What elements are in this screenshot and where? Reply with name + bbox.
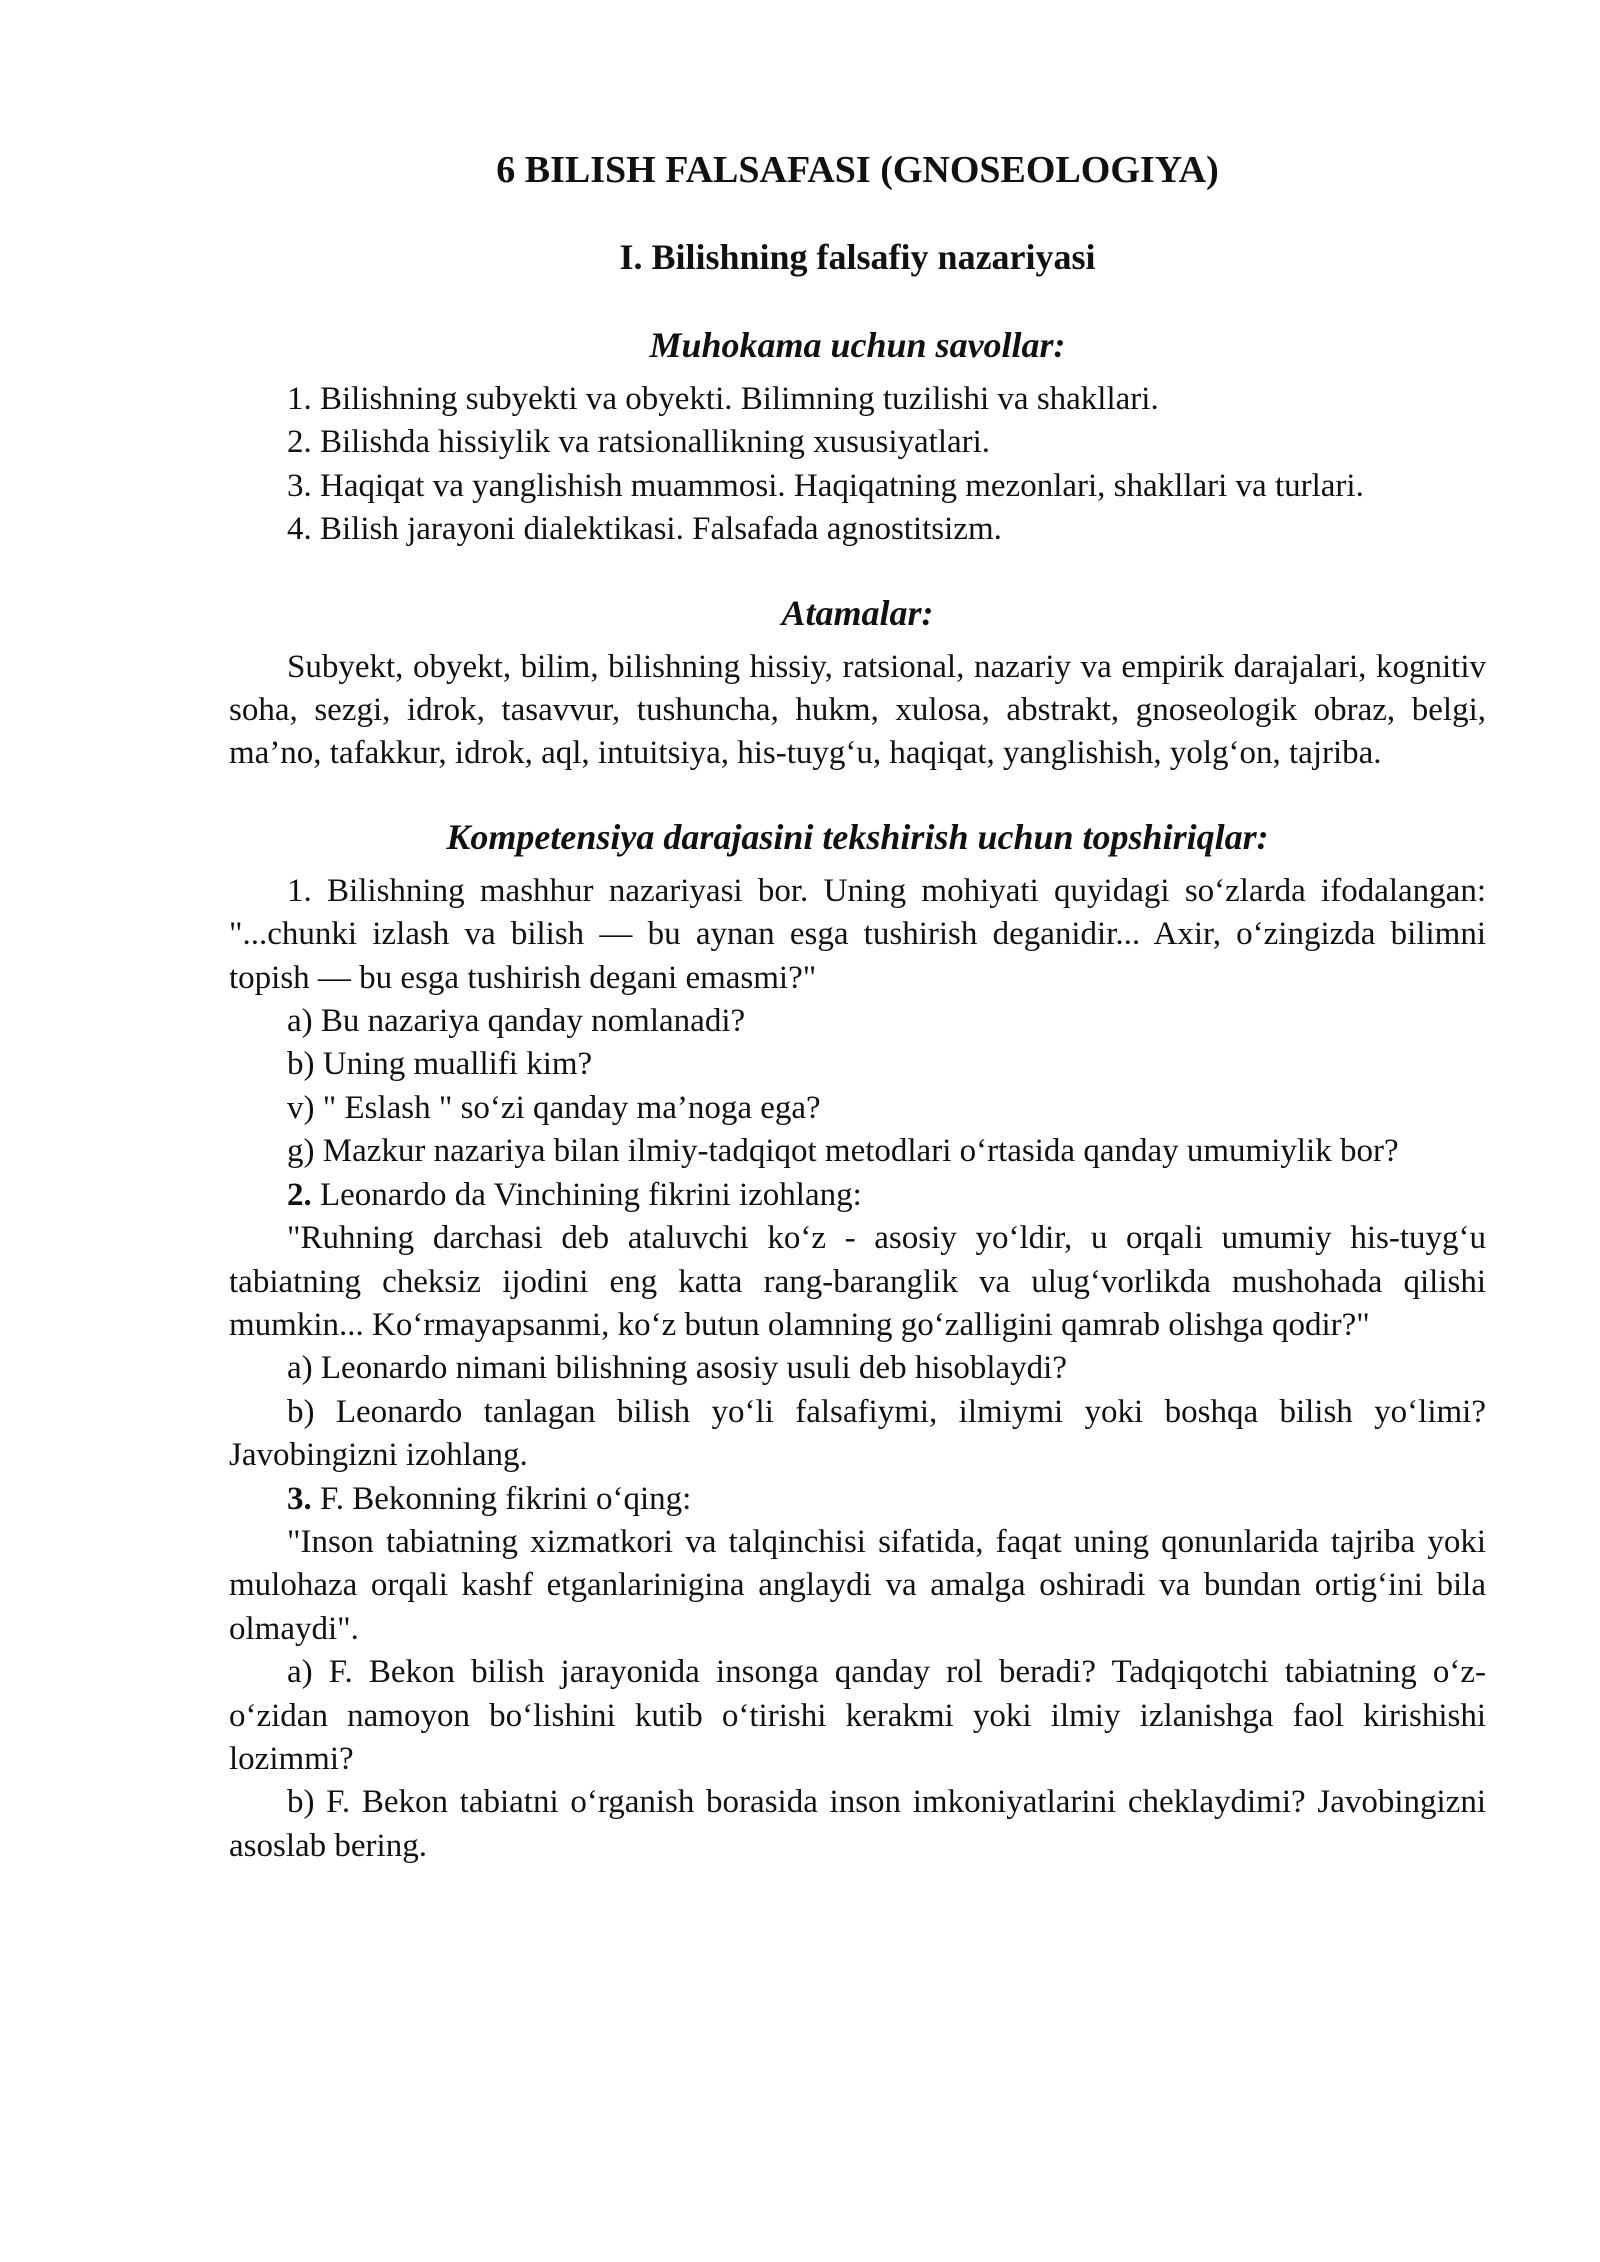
task-2-intro-text: Leonardo da Vinchining fikrini izohlang: xyxy=(311,1176,862,1213)
section-title: I. Bilishning falsafiy nazariyasi xyxy=(619,237,1096,277)
task-2-quote: "Ruhning darchasi deb ataluvchi ko‘z - asosiy yo‘ldir, u orqali umumiy his-tuyg‘u tabiatning cheksiz ijodini eng katta rang-baranglik va ulug‘vorlikda mushohada qilishi mumkin... Ko‘rmayapsanmi, ko‘z butun olamning go‘zalligini qamrab olishga qodir?" xyxy=(229,1220,1486,1343)
task-2 xyxy=(229,1174,1486,1478)
task-1-text: 1. Bilishning mashhur nazariyasi bor. Uning mohiyati quyidagi so‘zlarda ifodalangan: "...chunki izlash va bilish — bu aynan esga tushirish deganidir... Axir, o‘zingizda bilimni topish — bu esga tushirish degani emasmi?" xyxy=(229,872,1486,996)
tasks-heading: Kompetensiya darajasini tekshirish uchun topshiriqlar: xyxy=(446,816,1269,857)
document-page xyxy=(229,146,1486,1868)
terms-heading: Atamalar: xyxy=(781,592,934,633)
question-item: 1. Bilishning subyekti va obyekti. Bilimning tuzilishi va shakllari. xyxy=(287,381,1159,417)
chapter-title: 6 BILISH FALSAFASI (GNOSEOLOGIYA) xyxy=(496,149,1219,191)
question-item: 4. Bilish jarayoni dialektikasi. Falsafada agnostitsizm. xyxy=(287,511,1002,548)
task-3-number: 3. xyxy=(287,1480,312,1517)
task-1 xyxy=(229,870,1486,1174)
question-item: 2. Bilishda hissiylik va ratsionallikning xususiyatlari. xyxy=(287,424,991,461)
task-2-intro xyxy=(229,1174,1486,1217)
task-3-quote: "Inson tabiatning xizmatkori va talqinchisi sifatida, faqat uning qonunlarida tajriba yoki mulohaza orqali kashf etganlarinigina anglaydi va amalga oshiradi va bundan ortig‘ini bila olmaydi". xyxy=(229,1523,1486,1647)
task-3-question-b: b) F. Bekon tabiatni o‘rganish borasida inson imkoniyatlarini cheklaydimi? Javobingizni asoslab bering. xyxy=(229,1784,1486,1864)
task-2-question-b: b) Leonardo tanlagan bilish yo‘li falsafiymi, ilmiymi yoki boshqa bilish yo‘limi? Javobingizni izohlang. xyxy=(229,1393,1486,1474)
task-1-question-g: g) Mazkur nazariya bilan ilmiy-tadqiqot metodlari o‘rtasida qanday umumiylik bor? xyxy=(287,1133,1399,1170)
terms-paragraph: Subyekt, obyekt, bilim, bilishning hissiy, ratsional, nazariy va empirik darajalari, kognitiv soha, sezgi, idrok, tasavvur, tushuncha, hukm, xulosa, abstrakt, gnoseologik obraz, belgi, ma’no, tafakkur, idrok, aql, intuitsiya, his-tuyg‘u, haqiqat, yanglishish, yolg‘on, tajriba. xyxy=(229,648,1486,772)
task-3-question-a: a) F. Bekon bilish jarayonida insonga qanday rol beradi? Tadqiqotchi tabiatning o‘z-o‘zidan namoyon bo‘lishini kutib o‘tirishi kerakmi yoki ilmiy izlanishga faol kirishishi lozimmi? xyxy=(229,1654,1486,1777)
question-item: 3. Haqiqat va yanglishish muammosi. Haqiqatning mezonlari, shakllari va turlari. xyxy=(287,467,1364,504)
questions-list xyxy=(229,378,1486,552)
task-1-question-a: a) Bu nazariya qanday nomlanadi? xyxy=(287,1003,746,1040)
task-1-question-v: v) " Eslash " so‘zi qanday ma’noga ega? xyxy=(287,1089,821,1126)
task-3-intro xyxy=(229,1478,1486,1521)
task-1-question-b: b) Uning muallifi kim? xyxy=(287,1046,593,1083)
task-3-intro-text: F. Bekonning fikrini o‘qing: xyxy=(311,1480,692,1517)
task-2-number: 2. xyxy=(287,1176,312,1213)
task-2-question-a: a) Leonardo nimani bilishning asosiy usuli deb hisoblaydi? xyxy=(287,1350,1067,1387)
task-3 xyxy=(229,1478,1486,1869)
questions-heading: Muhokama uchun savollar: xyxy=(649,325,1066,365)
